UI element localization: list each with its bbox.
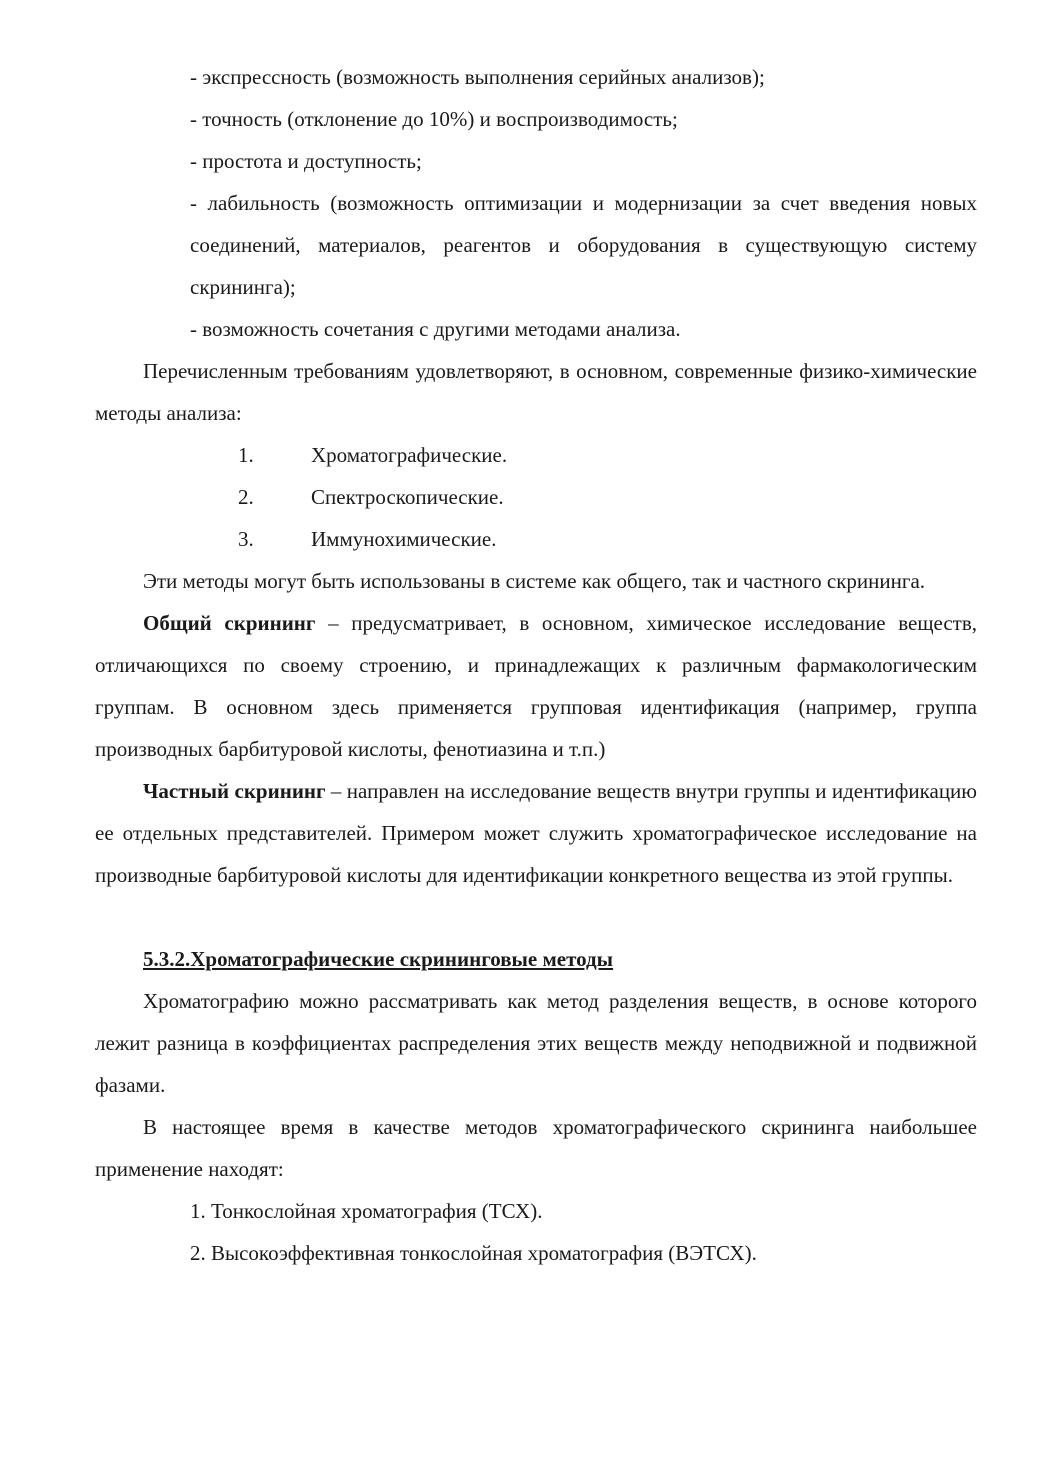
list-item-label: Хроматографические. [311,443,508,467]
paragraph-general-screening [95,602,977,770]
list-item: - точность (отклонение до 10%) и воспроизводимость; [190,107,678,131]
list-item [238,518,977,560]
partial-screening-text: – направлен на исследование веществ внутри группы и идентификацию ее отдельных представителей. Примером может служить хроматографическое исследование на производные барбитуровой кислоты для идентификации конкретного вещества из этой группы. [95,779,977,887]
paragraph-partial-screening [95,770,977,896]
list-item: 2. Высокоэффективная тонкослойная хроматография (ВЭТСХ). [190,1241,757,1265]
list-item-label: Спектроскопические. [311,485,504,509]
term-general-screening: Общий скрининг [143,611,316,635]
list-item: 1. Тонкослойная хроматография (ТСХ). [190,1199,543,1223]
methods-list [238,434,977,560]
list-item: - возможность сочетания с другими методами анализа. [190,317,681,341]
general-screening-text: – предусматривает, в основном, химическое исследование веществ, отличающихся по своему строению, и принадлежащих к различным фармакологическим группам. В основном здесь применяется групповая идентификация (например, группа производных барбитуровой кислоты, фенотиазина и т.п.) [95,611,977,761]
list-item: - лабильность (возможность оптимизации и модернизации за счет введения новых соединений, материалов, реагентов и оборудования в существующую систему скрининга); [190,191,977,299]
section-spacer [95,896,977,938]
paragraph-requirements: Перечисленным требованиям удовлетворяют, в основном, современные физико-химические методы анализа: [95,359,977,425]
paragraph-usage: Эти методы могут быть использованы в системе как общего, так и частного скрининга. [143,569,926,593]
paragraph-current-methods: В настоящее время в качестве методов хроматографического скрининга наибольшее применение находят: [95,1115,977,1181]
list-item [238,476,977,518]
chromatography-methods-list [190,1190,977,1274]
paragraph-chromatography: Хроматографию можно рассматривать как метод разделения веществ, в основе которого лежит разница в коэффициентах распределения этих веществ между неподвижной и подвижной фазами. [95,989,977,1097]
section-heading: 5.3.2.Хроматографические скрининговые методы [143,947,614,971]
list-item-number: 2. [238,485,254,509]
requirements-list [190,56,977,350]
term-partial-screening: Частный скрининг [143,779,326,803]
list-item [238,434,977,476]
list-item-number: 3. [238,527,254,551]
list-item-label: Иммунохимические. [311,527,497,551]
list-item-number: 1. [238,443,254,467]
list-item: - экспрессность (возможность выполнения серийных анализов); [190,65,765,89]
list-item: - простота и доступность; [190,149,422,173]
